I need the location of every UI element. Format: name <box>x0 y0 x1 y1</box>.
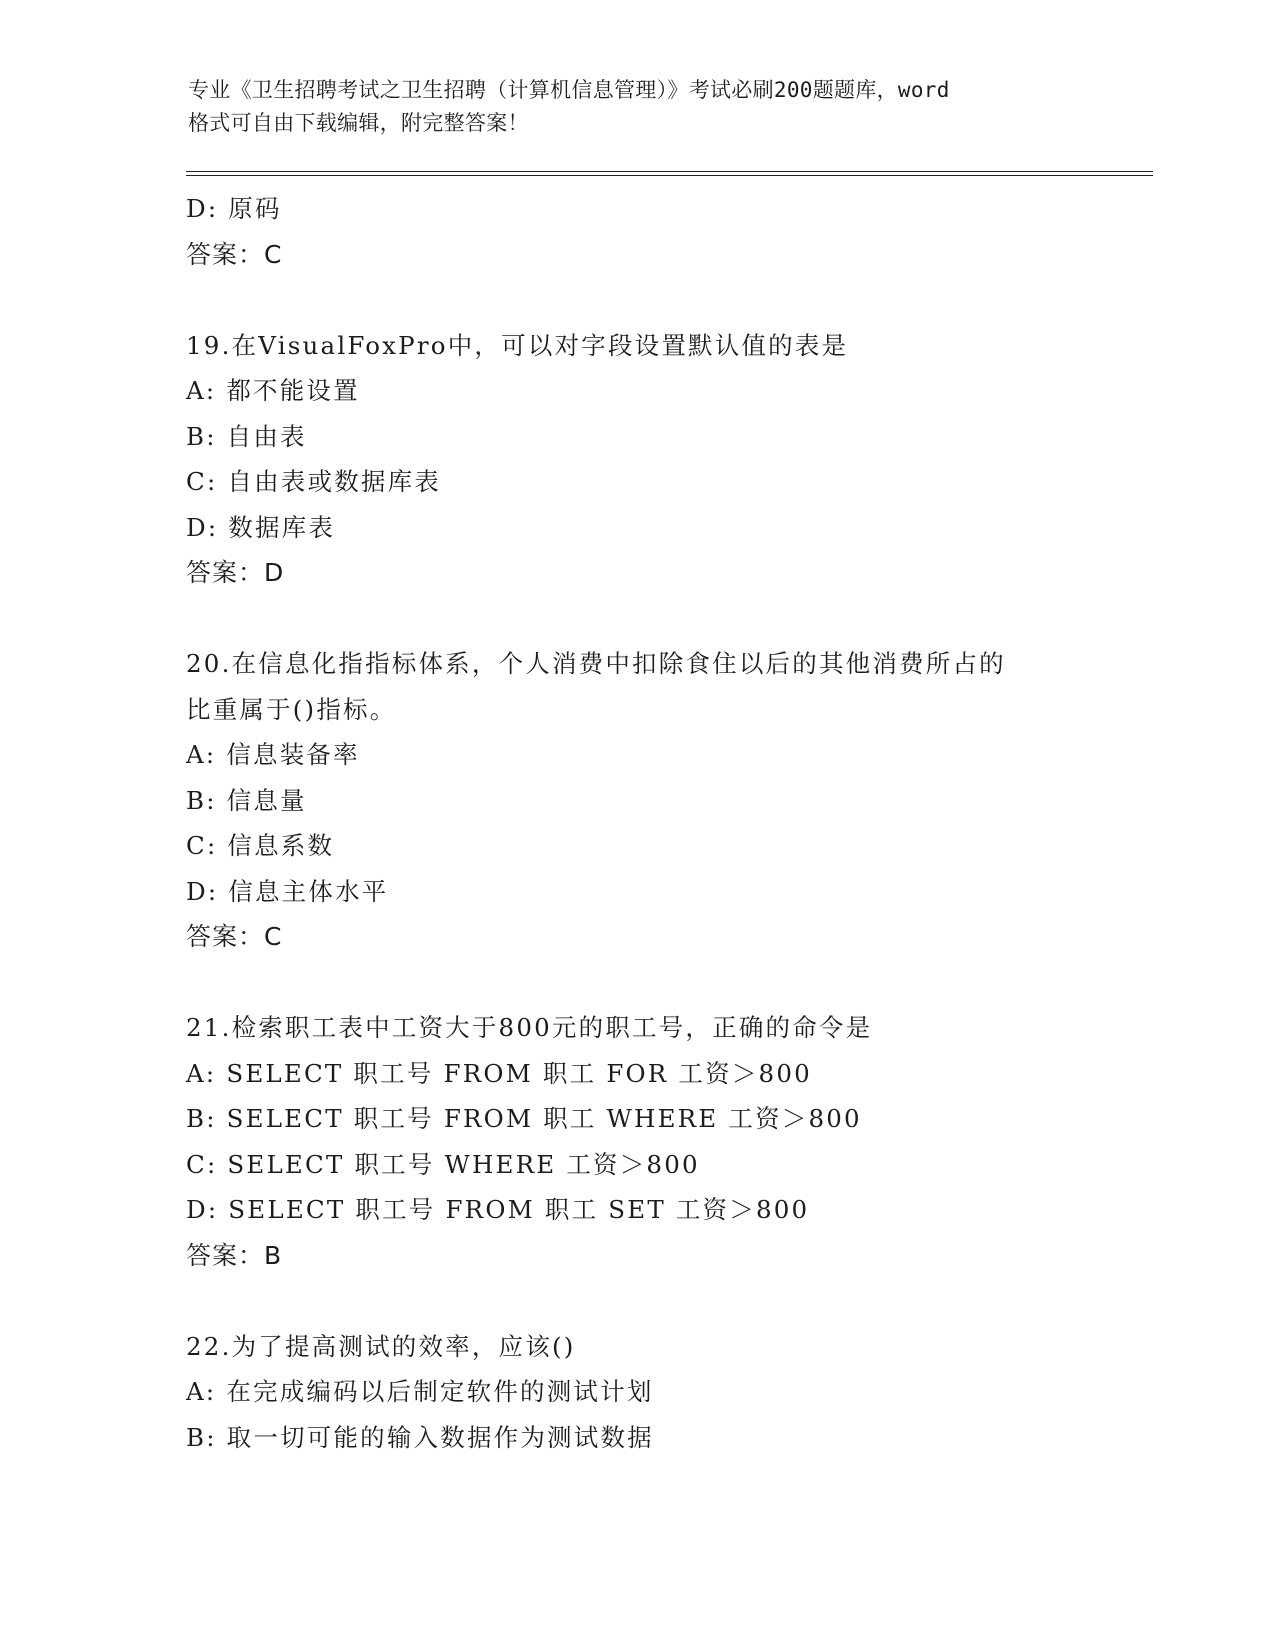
option-c: C: 信息系数 <box>186 831 335 860</box>
question-text-continued: 比重属于()指标。 <box>186 694 397 724</box>
option-d: D: 信息主体水平 <box>186 876 389 906</box>
header-rule-top <box>186 171 1153 172</box>
option-b: B: 信息量 <box>186 785 307 815</box>
question-text: 19.在VisualFoxPro中，可以对字段设置默认值的表是 <box>186 330 849 360</box>
document-header <box>188 74 1088 140</box>
previous-question-tail <box>186 186 1146 277</box>
question-text: 22.为了提高测试的效率，应该() <box>186 1331 576 1361</box>
header-rule-bottom <box>186 175 1153 176</box>
option-a: A: 在完成编码以后制定软件的测试计划 <box>186 1377 654 1406</box>
spacer <box>186 1278 1146 1324</box>
answer: 答案：D <box>186 558 285 587</box>
header-title-line-2: 格式可自由下载编辑，附完整答案！ <box>188 111 529 135</box>
question-text: 20.在信息化指指标体系，个人消费中扣除食住以后的其他消费所占的 <box>186 649 1006 678</box>
answer: 答案：C <box>186 922 283 951</box>
option-b: B: SELECT 职工号 FROM 职工 WHERE 工资＞800 <box>186 1104 862 1133</box>
question-20 <box>186 641 1146 960</box>
option-c: C: 自由表或数据库表 <box>186 467 441 496</box>
header-title-line-1: 专业《卫生招聘考试之卫生招聘（计算机信息管理）》考试必刷200题题库，word <box>188 78 950 102</box>
option-a: A: 信息装备率 <box>186 740 360 769</box>
option-d: D: 原码 <box>186 194 282 223</box>
option-d: D: 数据库表 <box>186 512 336 542</box>
answer: 答案：C <box>186 239 283 269</box>
spacer <box>186 596 1146 642</box>
option-c: C: SELECT 职工号 WHERE 工资＞800 <box>186 1149 700 1179</box>
option-b: B: 取一切可能的输入数据作为测试数据 <box>186 1422 654 1452</box>
option-b: B: 自由表 <box>186 421 307 451</box>
question-19 <box>186 323 1146 596</box>
question-text: 21.检索职工表中工资大于800元的职工号，正确的命令是 <box>186 1013 873 1042</box>
question-list <box>186 186 1146 1460</box>
question-21 <box>186 1005 1146 1278</box>
option-a: A: SELECT 职工号 FROM 职工 FOR 工资＞800 <box>186 1058 812 1088</box>
question-22 <box>186 1324 1146 1461</box>
answer: 答案：B <box>186 1240 283 1270</box>
option-a: A: 都不能设置 <box>186 376 360 405</box>
option-d: D: SELECT 职工号 FROM 职工 SET 工资＞800 <box>186 1195 810 1224</box>
spacer <box>186 960 1146 1006</box>
spacer <box>186 277 1146 323</box>
